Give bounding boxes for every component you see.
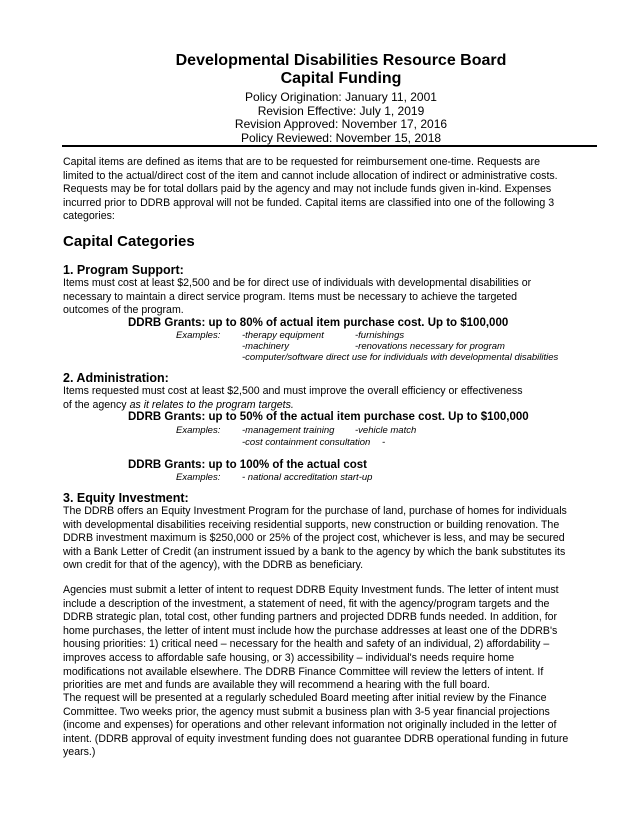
text-line: housing priorities: 1) critical need – necessary for the health and safety of an individual, 2) affordability – bbox=[63, 638, 550, 651]
examples-label-spacer bbox=[176, 352, 232, 364]
examples-row bbox=[176, 425, 426, 437]
header-divider bbox=[62, 145, 597, 147]
examples-label-spacer bbox=[176, 341, 232, 353]
text-line: DDRB strategic plan, total cost, other funding partners and projected DDRB funds needed. In addition, for bbox=[63, 611, 558, 624]
text-line: incurred prior to DDRB approval will not be funded. Capital items are classified into one of the following 3 bbox=[63, 196, 555, 209]
title-line-1: Developmental Disabilities Resource Board bbox=[175, 52, 507, 69]
administration-grant-2: DDRB Grants: up to 100% of the actual cost bbox=[128, 459, 367, 471]
administration-grant-1: DDRB Grants: up to 50% of the actual item purchase cost. Up to $100,000 bbox=[128, 411, 529, 423]
example-item: -furnishings bbox=[355, 330, 405, 341]
examples-row bbox=[176, 330, 414, 342]
program-support-heading: 1. Program Support: bbox=[63, 263, 184, 277]
text-line: The request will be presented at a regularly scheduled Board meeting after initial review by the Finance bbox=[63, 692, 547, 704]
text-line: Items requested must cost at least $2,500 and must improve the overall efficiency or effectiveness bbox=[63, 385, 523, 397]
text-line: with a Bank Letter of Credit (an instrument issued by a bank to the agency by which the bank substitutes its bbox=[63, 545, 566, 558]
emphasis-text: as it relates to the program targets. bbox=[129, 398, 294, 411]
example-item: -management training bbox=[242, 425, 335, 436]
text-line: categories: bbox=[63, 210, 115, 223]
text-line: Committee. Two weeks prior, the agency must submit a business plan with 3-5 year financial projections bbox=[63, 705, 550, 718]
policy-reviewed: Policy Reviewed: November 15, 2018 bbox=[240, 131, 442, 145]
capital-categories-heading: Capital Categories bbox=[63, 233, 195, 250]
text-line: Items must cost at least $2,500 and be for direct use of individuals with developmental disabilities or bbox=[63, 277, 532, 289]
text-line: intent. (DDRB approval of equity investment funding does not guarantee DDRB operational funding in future bbox=[63, 732, 569, 745]
examples-label: Examples: bbox=[176, 330, 221, 341]
text-line: outcomes of the program. bbox=[63, 304, 184, 317]
equity-paragraph-3 bbox=[63, 692, 603, 760]
examples-row bbox=[176, 341, 515, 353]
examples-row bbox=[176, 437, 395, 449]
text-line: Agencies must submit a letter of intent to request DDRB Equity Investment funds. The letter of intent must bbox=[63, 584, 559, 596]
text-line: home purchases, the letter of intent must include how the purchase addresses at least one of the DDRB's bbox=[63, 624, 558, 637]
text-line: necessary to maintain a direct service program. Items must be necessary to achieve the targeted bbox=[63, 290, 517, 303]
text-line: include a description of the investment, a statement of need, fit with the agency/program targets and the bbox=[63, 597, 550, 610]
administration-text bbox=[63, 385, 603, 412]
text-line: Requests may be for total dollars paid by the agency and may not include funds given in-kind. Expenses bbox=[63, 183, 552, 196]
examples-label: Examples: bbox=[176, 425, 221, 436]
examples-label: Examples: bbox=[176, 472, 221, 483]
example-item: -computer/software direct use for individuals with developmental disabilities bbox=[242, 352, 559, 363]
text-line: DDRB investment maximum is $250,000 or 25% of the project cost, whichever is less, and may be secured bbox=[63, 532, 565, 545]
example-item: - bbox=[382, 437, 386, 448]
example-item: -therapy equipment bbox=[242, 330, 324, 341]
example-item: -renovations necessary for program bbox=[355, 341, 505, 352]
examples-label-spacer bbox=[176, 437, 232, 449]
text-line: modifications not available elsewhere. The DDRB Finance Committee will review the letters of intent. If bbox=[63, 665, 544, 678]
administration-heading: 2. Administration: bbox=[63, 371, 169, 385]
revision-effective: Revision Effective: July 1, 2019 bbox=[257, 104, 425, 118]
text-line: years.) bbox=[63, 746, 96, 759]
text-line: Capital items are defined as items that are to be requested for reimbursement one-time. Requests are bbox=[63, 156, 540, 168]
equity-paragraph-2 bbox=[63, 584, 603, 693]
program-support-grant: DDRB Grants: up to 80% of actual item purchase cost. Up to $100,000 bbox=[128, 317, 509, 329]
policy-origination: Policy Origination: January 11, 2001 bbox=[245, 90, 437, 104]
title-line-2: Capital Funding bbox=[280, 70, 402, 87]
text-line: priorities are met and funds are available they will recommend a hearing with the full board. bbox=[63, 679, 490, 692]
equity-heading: 3. Equity Investment: bbox=[63, 491, 189, 505]
program-support-text bbox=[63, 277, 603, 318]
examples-row bbox=[176, 352, 568, 364]
revision-approved: Revision Approved: November 17, 2016 bbox=[234, 117, 448, 131]
equity-paragraph-1 bbox=[63, 505, 603, 573]
example-item: - national accreditation start-up bbox=[242, 472, 373, 483]
example-item: -machinery bbox=[242, 341, 289, 352]
example-item: -cost containment consultation bbox=[242, 437, 371, 448]
examples-row bbox=[176, 472, 382, 484]
text-line: The DDRB offers an Equity Investment Program for the purchase of land, purchase of homes for individuals bbox=[63, 505, 567, 517]
text-line: limited to the actual/direct cost of the item and cannot include allocation of indirect or administrative costs. bbox=[63, 169, 558, 182]
example-item: -vehicle match bbox=[355, 425, 417, 436]
text-span: of the agency bbox=[63, 398, 130, 411]
text-line: with developmental disabilities receiving residential supports, new construction or building renovation. The bbox=[63, 518, 560, 531]
text-line: improves access to affordable safe housing, or 3) accessibility – individual's needs require home bbox=[63, 651, 515, 664]
text-line: (income and expenses) for operations and other relevant information not originally included in the letter of bbox=[63, 719, 557, 732]
intro-paragraph bbox=[63, 156, 603, 224]
text-line: own credit for that of the agency), with the DDRB as beneficiary. bbox=[63, 559, 364, 572]
